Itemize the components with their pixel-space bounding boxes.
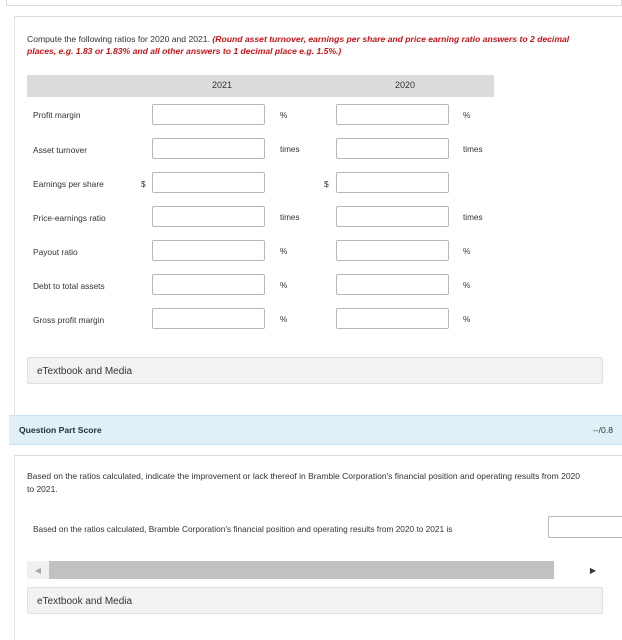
gross-profit-margin-2020-input[interactable] [336, 308, 449, 329]
year-2021-header: 2021 [212, 80, 233, 90]
payout-ratio-2021-unit: % [280, 247, 288, 256]
profit-margin-2021-unit: % [280, 111, 288, 120]
analysis-sentence: Based on the ratios calculated, Bramble Corporation's financial position and operating results from 2020 to 2021 is [33, 524, 453, 534]
asset-turnover-2021-unit: times [280, 145, 300, 154]
instructions-text: Compute the following ratios for 2020 and 2021. [27, 34, 213, 44]
year-2020-header: 2020 [395, 80, 416, 90]
question-part-score-value: --/0.8 [592, 425, 613, 435]
eps-2021-dollar-sign: $ [141, 179, 146, 189]
gross-profit-margin-2020-unit: % [463, 315, 471, 324]
eps-2020-dollar-sign: $ [324, 179, 329, 189]
asset-turnover-2020-input[interactable] [336, 138, 449, 159]
gross-profit-margin-2021-unit: % [280, 315, 288, 324]
pe-ratio-2020-input[interactable] [336, 206, 449, 227]
row-label-profit-margin: Profit margin [33, 110, 81, 120]
row-label-payout-ratio: Payout ratio [33, 247, 78, 257]
etextbook-media-button-1[interactable]: eTextbook and Media [27, 357, 603, 384]
profit-margin-2021-input[interactable] [152, 104, 265, 125]
payout-ratio-2020-unit: % [463, 247, 471, 256]
asset-turnover-2021-input[interactable] [152, 138, 265, 159]
row-label-earnings-per-share: Earnings per share [33, 179, 104, 189]
etextbook-media-button-2[interactable]: eTextbook and Media [27, 587, 603, 614]
debt-to-assets-2020-unit: % [463, 281, 471, 290]
row-label-debt-to-total-assets: Debt to total assets [33, 281, 105, 291]
analysis-answer-input[interactable] [548, 516, 622, 538]
instructions-rounding-note: (Round asset turnover, earnings per share and price earning ratio answers to 2 decimal places, e.g. 1.83 or 1.83% and all other answers to 1 decimal place e.g. 1.5%.) [27, 34, 570, 56]
instructions [27, 33, 587, 57]
scroll-right-arrow-icon[interactable]: ▶ [589, 565, 597, 575]
row-label-price-earnings-ratio: Price-earnings ratio [33, 213, 106, 223]
pe-ratio-2021-input[interactable] [152, 206, 265, 227]
scroll-left-arrow-icon[interactable]: ◀ [27, 561, 49, 579]
pe-ratio-2020-unit: times [463, 213, 483, 222]
row-label-asset-turnover: Asset turnover [33, 145, 87, 155]
eps-2020-input[interactable] [336, 172, 449, 193]
payout-ratio-2021-input[interactable] [152, 240, 265, 261]
debt-to-assets-2021-input[interactable] [152, 274, 265, 295]
eps-2021-input[interactable] [152, 172, 265, 193]
asset-turnover-2020-unit: times [463, 145, 483, 154]
payout-ratio-2020-input[interactable] [336, 240, 449, 261]
profit-margin-2020-input[interactable] [336, 104, 449, 125]
debt-to-assets-2020-input[interactable] [336, 274, 449, 295]
pe-ratio-2021-unit: times [280, 213, 300, 222]
analysis-question-prompt: Based on the ratios calculated, indicate the improvement or lack thereof in Bramble Corporation's financial position and operating results from 2020 to 2021. [27, 471, 581, 494]
table-header [27, 75, 494, 97]
profit-margin-2020-unit: % [463, 111, 471, 120]
gross-profit-margin-2021-input[interactable] [152, 308, 265, 329]
horizontal-scrollbar-thumb[interactable] [49, 561, 554, 579]
previous-card-edge [6, 0, 622, 6]
question-part-score-label: Question Part Score [19, 425, 102, 435]
row-label-gross-profit-margin: Gross profit margin [33, 315, 105, 325]
debt-to-assets-2021-unit: % [280, 281, 288, 290]
